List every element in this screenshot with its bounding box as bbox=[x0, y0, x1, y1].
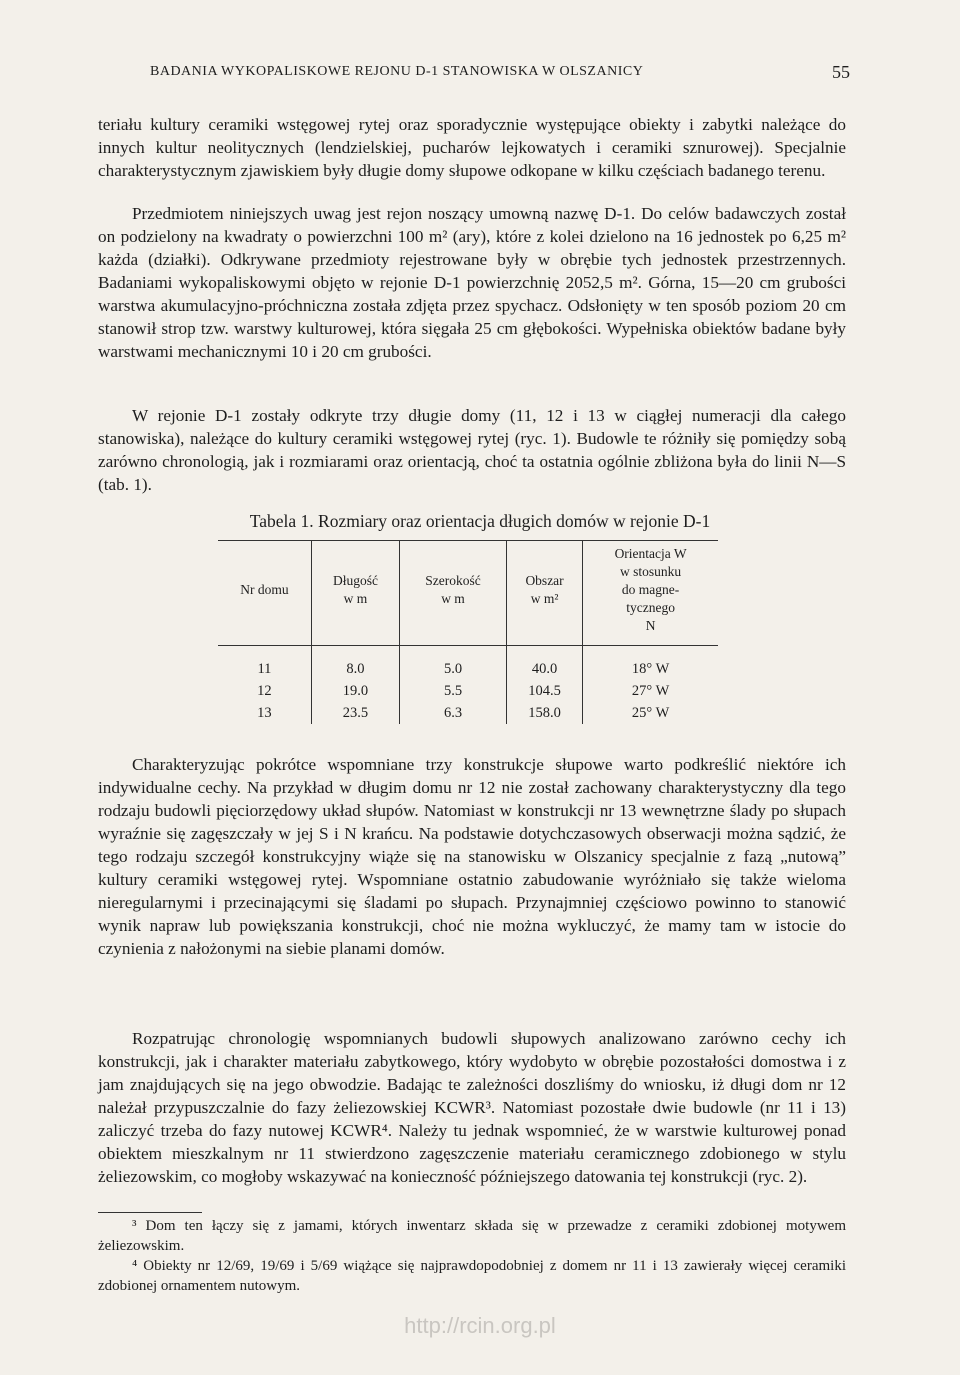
table-header-col-house-number: Nr domu bbox=[218, 541, 311, 646]
table-cell-col-house-number: 12 bbox=[257, 682, 272, 699]
table-caption: Tabela 1. Rozmiary oraz orientacja długich domów w rejonie D-1 bbox=[249, 511, 711, 531]
table-header-row bbox=[218, 541, 718, 646]
table-cell-col-length: 19.0 bbox=[311, 680, 399, 702]
paragraph-chronology bbox=[98, 1027, 846, 1188]
watermark: http://rcin.org.pl bbox=[404, 1313, 556, 1338]
table-cell-col-orientation: 25° W bbox=[583, 702, 718, 724]
paragraph-houses-overview bbox=[98, 404, 846, 496]
table-cell-col-house-number: 13 bbox=[257, 704, 272, 721]
table-cell-col-orientation: 18° W bbox=[583, 646, 718, 681]
footnote-divider bbox=[98, 1212, 202, 1213]
table-header-col-orientation: Orientacja W w stosunku do magne- tycznego N bbox=[583, 541, 718, 646]
paragraph-text: Rozpatrując chronologię wspomnianych budowli słupowych analizowano zarówno cechy ich konstrukcji, jak i charakter materiału zabytkowego, który wydobyto w obrębie pozostałości domostwa i z jam znajdujących się na jego obwodzie. Badając te zależności doszliśmy do wniosku, iż długi dom nr 12 należał przypuszczalnie do fazy żeliezowskiej KCWR³. Natomiast pozostałe dwie budowle (nr 11 i 13) zaliczyć trzeba do fazy nutowej KCWR⁴. Należy tu jednak wspomnieć, że w warstwie kulturowej ponad obiektem mieszkalnym nr 11 stwierdzono zagęszczenie materiału ceramicznego zdobionego w stylu żeliezowskim, co mogłoby wskazywać na konieczność późniejszego datowania tej konstrukcji (ryc. 2). bbox=[98, 1029, 846, 1186]
table-row bbox=[218, 646, 718, 681]
table-header-col-area: Obszar w m² bbox=[506, 541, 582, 646]
footnotes bbox=[98, 1216, 846, 1296]
paragraph-text: teriału kultury ceramiki wstęgowej rytej oraz sporadycznie występujące obiekty i zabytki należące do innych kultur neolitycznych (lendzielskiej, pucharów lejkowatych i ceramiki sznurowej). Specjalnie charakterystycznym zjawiskiem były długie domy słupowe odkopane w kilku częściach badanego terenu. bbox=[98, 115, 846, 180]
table-cell-col-width: 5.5 bbox=[400, 680, 507, 702]
table-cell-col-length: 23.5 bbox=[311, 702, 399, 724]
footnote-4: ⁴ Obiekty nr 12/69, 19/69 i 5/69 wiążące się najprawdopodobniej z domem nr 11 i 13 zawierały więcej ceramiki zdobionej ornamentem nutowym. bbox=[98, 1258, 846, 1294]
paragraph-continued bbox=[98, 113, 846, 182]
page-number: 55 bbox=[832, 62, 850, 82]
table-row bbox=[218, 702, 718, 724]
table-container bbox=[218, 540, 718, 724]
paragraph-construction-features bbox=[98, 753, 846, 960]
table-header-col-width: Szerokość w m bbox=[400, 541, 507, 646]
footnote-3: ³ Dom ten łączy się z jamami, których inwentarz składa się w przewadze z ceramiki zdobionej motywem żeliezowskim. bbox=[98, 1218, 846, 1254]
table-cell-col-length: 8.0 bbox=[311, 646, 399, 681]
paragraph-text: W rejonie D-1 zostały odkryte trzy długie domy (11, 12 i 13 w ciągłej numeracji dla całego stanowiska), należące do kultury ceramiki wstęgowej rytej (ryc. 1). Budowle te różniły się pomiędzy sobą zarówno chronologią, jak i rozmiarami oraz orientacją, choć ta ostatnia ogólnie zbliżona była do linii N—S (tab. 1). bbox=[98, 406, 846, 494]
table-body bbox=[218, 646, 718, 725]
table-cell-col-width: 5.0 bbox=[400, 646, 507, 681]
table-header-col-length: Długość w m bbox=[311, 541, 399, 646]
table-row bbox=[218, 680, 718, 702]
paragraph-text: Przedmiotem niniejszych uwag jest rejon noszący umowną nazwę D-1. Do celów badawczych został on podzielony na kwadraty o powierzchni 100 m² (ary), które z kolei dzielono na 16 jednostek po 6,25 m² każda (działki). Odkrywane przedmioty rejestrowane były w obrębie tych jednostek przestrzennych. Badaniami wykopaliskowymi objęto w rejonie D-1 powierzchnię 2052,5 m². Górna, 15—20 cm grubości warstwa akumulacyjno-próchniczna została zdjęta przez spychacz. Odsłonięty w ten sposób poziom 20 cm stanowił strop tzw. warstwy kulturowej, która sięgała 25 cm głębokości. Wypełniska obiektów badane były warstwami mechanicznymi 10 i 20 cm grubości. bbox=[98, 204, 846, 361]
running-title: BADANIA WYKOPALISKOWE REJONU D-1 STANOWISKA W OLSZANICY bbox=[150, 64, 644, 79]
table-cell-col-house-number: 11 bbox=[257, 660, 272, 677]
table-cell-col-area: 158.0 bbox=[506, 702, 582, 724]
table-cell-col-area: 104.5 bbox=[506, 680, 582, 702]
paragraph-region-description bbox=[98, 202, 846, 363]
paragraph-text: Charakteryzując pokrótce wspomniane trzy konstrukcje słupowe warto podkreślić niektóre ich indywidualne cechy. Na przykład w długim domu nr 12 nie został zachowany charakterystyczny dla tego rodzaju budowli pięciorzędowy układ słupów. Natomiast w konstrukcji nr 13 wewnętrzne ślady po słupach wyraźnie się zagęszczały w jej S i N krańcu. Na podstawie dotychczasowych obserwacji można sądzić, że tego rodzaju szczegół konstrukcyjny wiąże się na stanowisku w Olszanicy specjalnie z fazą „nutową” kultury ceramiki wstęgowej rytej. Wspomniane ostatnio zabudowanie wyróżniało się także wieloma nieregularnymi i przecinającymi się śladami po słupach. Przynajmniej częściowo powinno to stanowić wynik napraw lub powiększania konstrukcji, choć nie można wykluczyć, że mamy tam w istocie do czynienia z nałożonymi na siebie planami domów. bbox=[98, 755, 846, 958]
table-cell-col-area: 40.0 bbox=[506, 646, 582, 681]
houses-table bbox=[218, 540, 718, 724]
table-cell-col-width: 6.3 bbox=[400, 702, 507, 724]
table-cell-col-orientation: 27° W bbox=[583, 680, 718, 702]
